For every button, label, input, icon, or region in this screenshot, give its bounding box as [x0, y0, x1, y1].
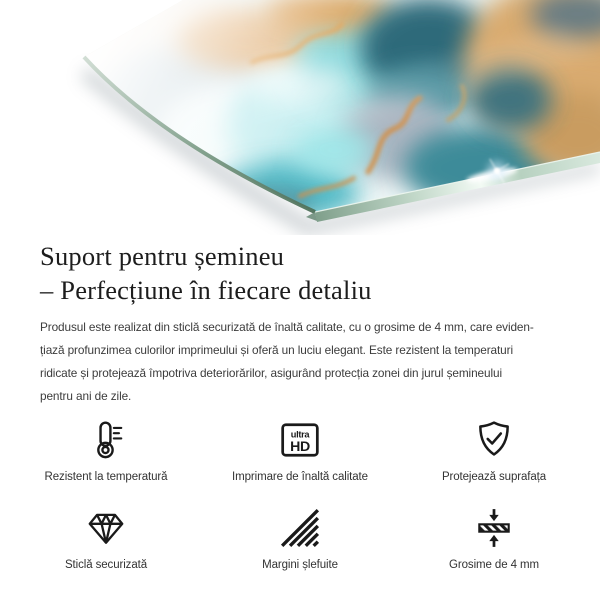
description-line: țiază profunzimea culorilor imprimeului și oferă un luciu elegant. Este rezistent la temperaturi	[40, 343, 513, 357]
ultra-hd-icon	[279, 418, 321, 462]
description-line: pentru ani de zile.	[40, 389, 132, 403]
glass-panel-image	[0, 0, 600, 235]
ultra-hd-icon-text-bottom: HD	[290, 439, 310, 456]
feature-label: Sticlă securizată	[64, 559, 148, 571]
feature-label: Protejează suprafața	[441, 471, 547, 483]
feature-label: Grosime de 4 mm	[449, 559, 539, 571]
feature-grid	[9, 418, 591, 572]
product-photo	[0, 0, 600, 235]
feature-label: Rezistent la temperatură	[44, 471, 168, 483]
thickness-icon	[473, 506, 515, 550]
polished-edges-icon	[279, 506, 321, 550]
page-title-line-1: Suport pentru șemineu	[40, 241, 285, 271]
feature-polished-edges	[203, 506, 397, 572]
page-title-line-2: – Perfecțiune în fiecare detaliu	[40, 275, 372, 305]
glass-print-art	[0, 0, 600, 235]
shield-check-icon	[473, 418, 515, 462]
thermometer-icon	[85, 418, 127, 462]
feature-thickness	[397, 506, 591, 572]
feature-tempered-glass	[9, 506, 203, 572]
feature-label: Imprimare de înaltă calitate	[232, 471, 368, 483]
product-description	[40, 316, 600, 408]
feature-label: Margini șlefuite	[262, 559, 338, 571]
feature-protects-surface	[397, 418, 591, 484]
description-line: Produsul este realizat din sticlă securizată de înaltă calitate, cu o grosime de 4 mm, care eviden-	[40, 320, 534, 334]
diamond-icon	[85, 506, 127, 550]
feature-print-quality	[203, 418, 397, 484]
feature-temperature	[9, 418, 203, 484]
ultra-hd-icon-text-top: ultra	[290, 429, 310, 440]
page-title	[40, 239, 600, 307]
description-line: ridicate și protejează împotriva deteriorărilor, asigurând protecția zonei din jurul șemineului	[40, 366, 502, 380]
